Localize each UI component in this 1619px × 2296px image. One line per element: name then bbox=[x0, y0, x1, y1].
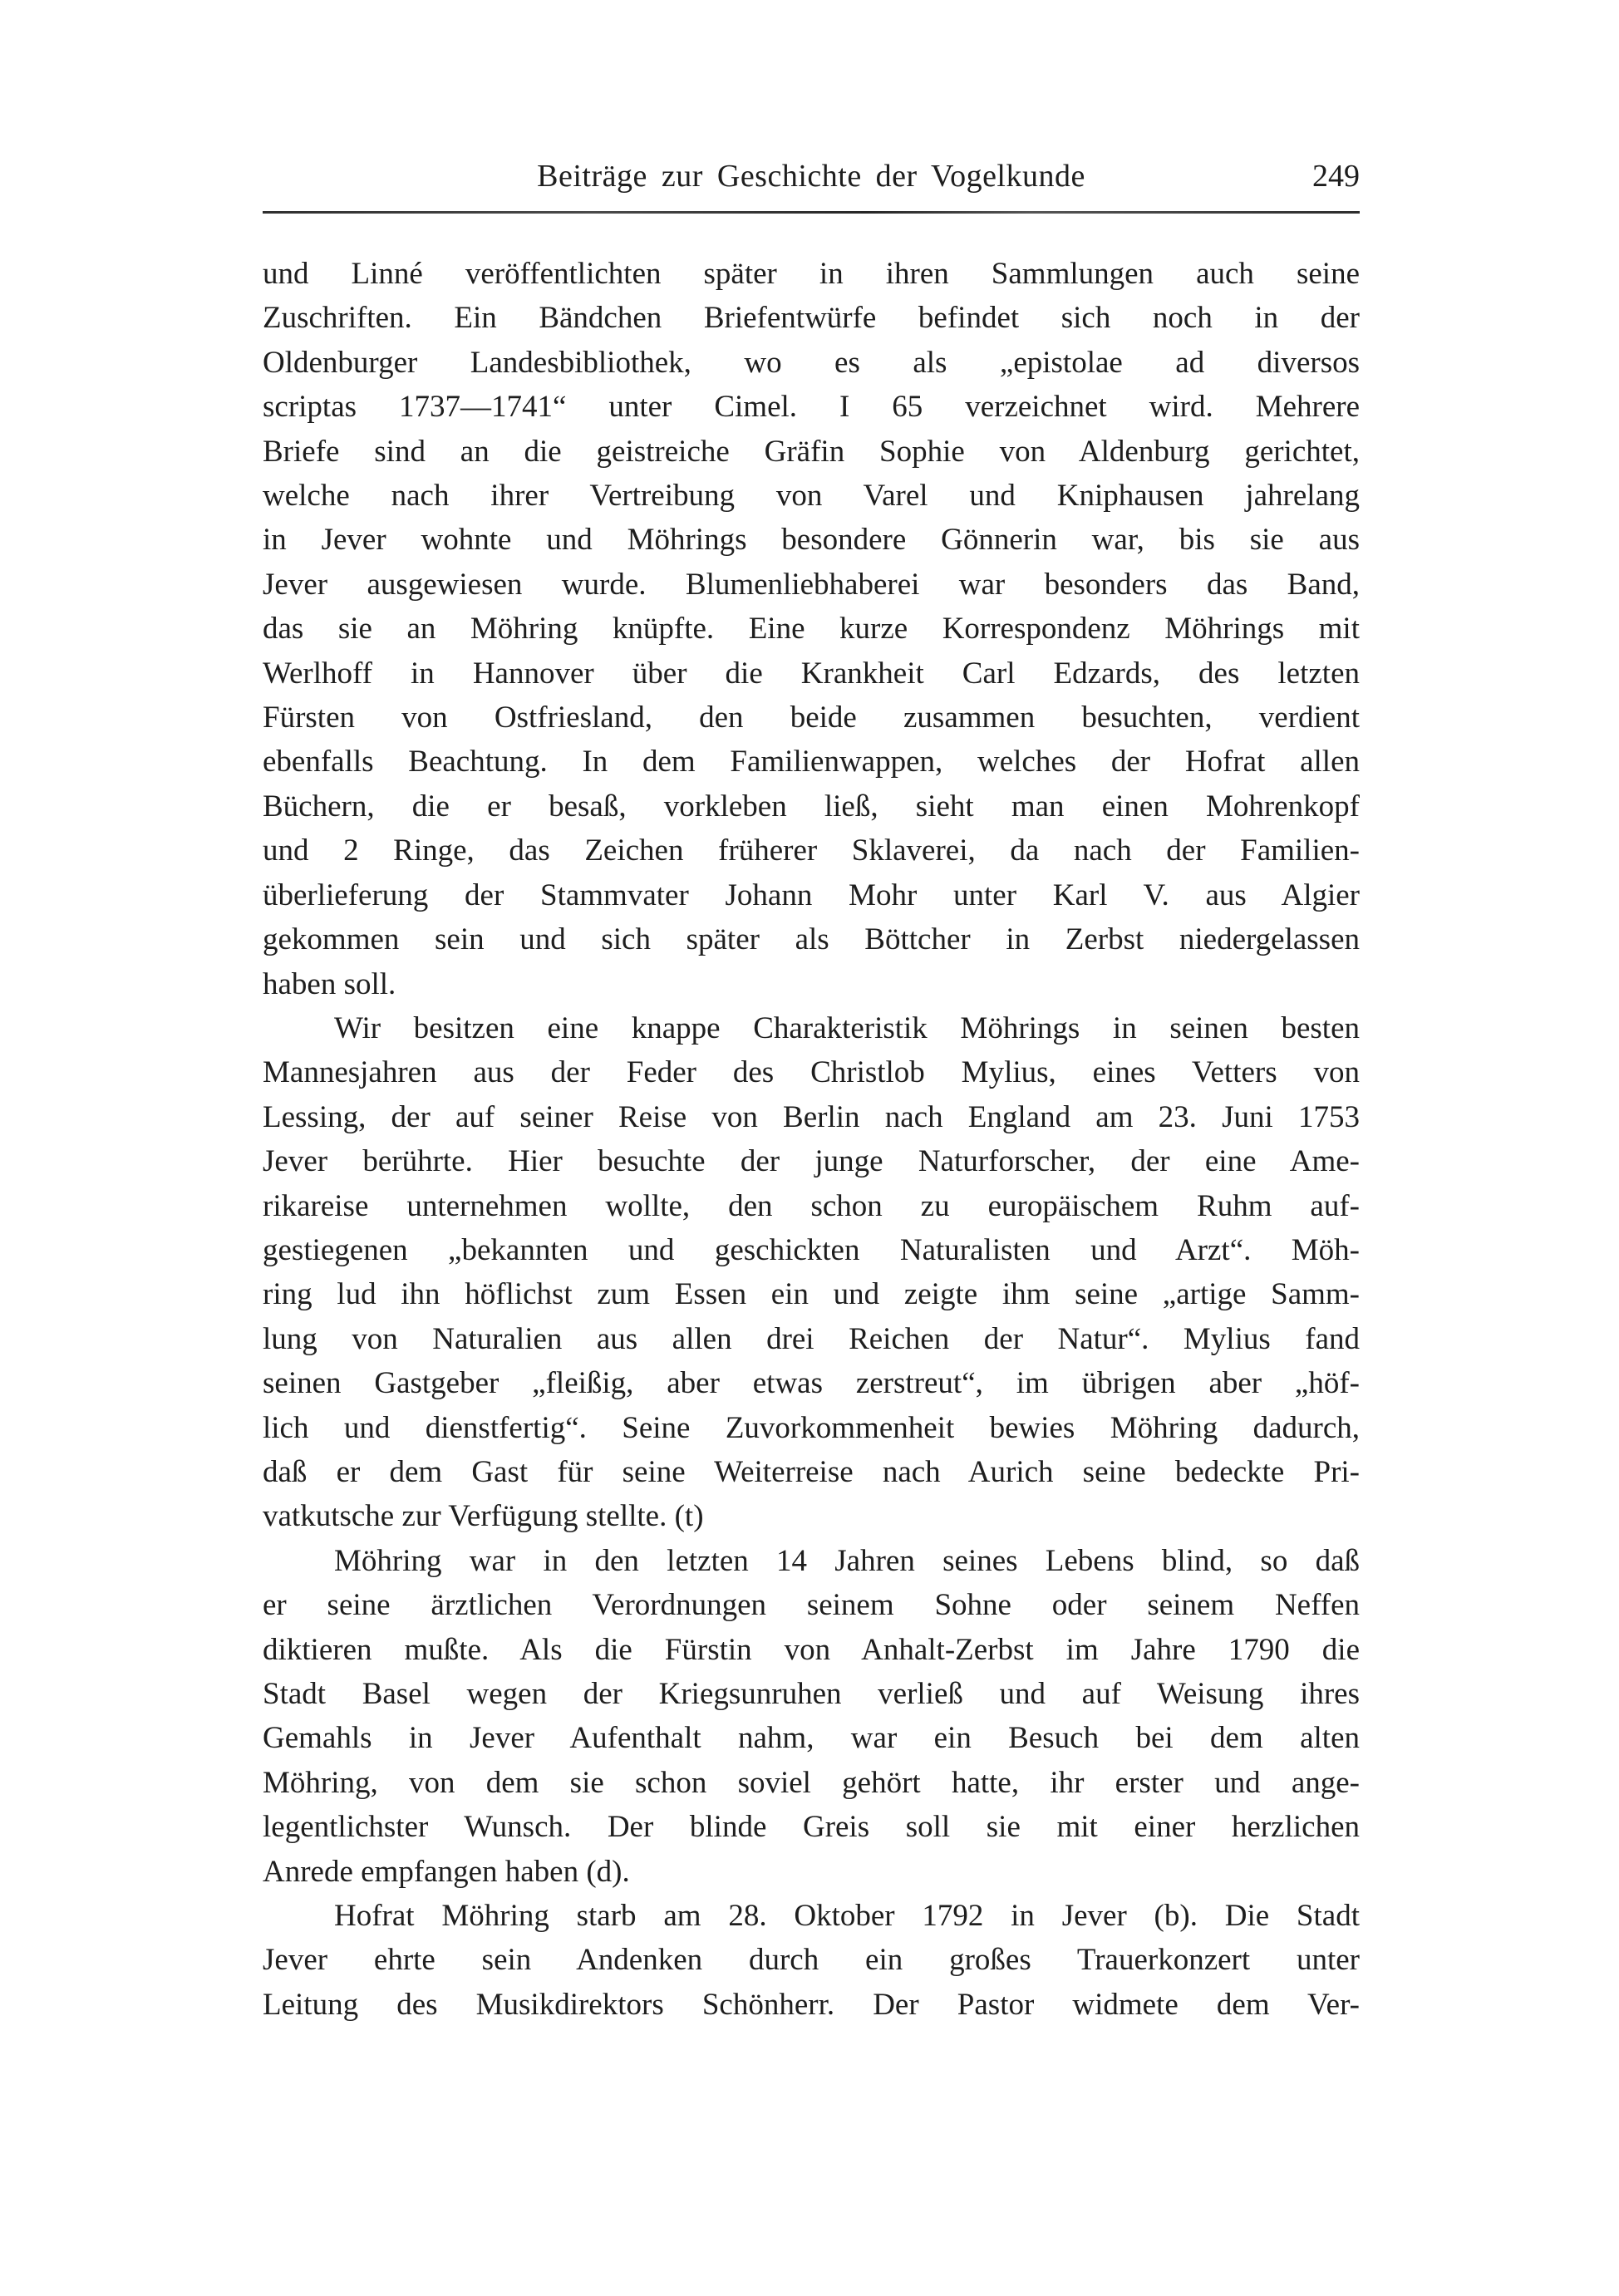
text-line: Werlhoff in Hannover über die Krankheit Carl Edzards, des letzten bbox=[263, 656, 1360, 691]
text-line: Wir besitzen eine knappe Charakteristik Möhrings in seinen besten bbox=[334, 1010, 1360, 1045]
text-line: Zuschriften. Ein Bändchen Briefentwürfe befindet sich noch in der bbox=[263, 301, 1360, 336]
page-header bbox=[263, 158, 1360, 199]
text-line: vatkutsche zur Verfügung stellte. (t) bbox=[263, 1499, 704, 1534]
text-line: in Jever wohnte und Möhrings besondere Gönnerin war, bis sie aus bbox=[263, 523, 1360, 558]
text-line: Briefe sind an die geistreiche Gräfin Sophie von Aldenburg gerichtet, bbox=[263, 434, 1360, 469]
text-line: lich und dienstfertig“. Seine Zuvorkommenheit bewies Möhring dadurch, bbox=[263, 1410, 1360, 1445]
text-line: legentlichster Wunsch. Der blinde Greis soll sie mit einer herzlichen bbox=[263, 1810, 1360, 1845]
text-line: Lessing, der auf seiner Reise von Berlin nach England am 23. Juni 1753 bbox=[263, 1099, 1360, 1134]
text-line: Stadt Basel wegen der Kriegsunruhen verließ und auf Weisung ihres bbox=[263, 1677, 1360, 1711]
text-line: Jever berührte. Hier besuchte der junge Naturforscher, der eine Ame- bbox=[263, 1144, 1360, 1179]
text-line: Jever ausgewiesen wurde. Blumenliebhaberei war besonders das Band, bbox=[263, 567, 1360, 602]
text-line: gekommen sein und sich später als Böttcher in Zerbst niedergelassen bbox=[263, 922, 1360, 957]
text-line: Gemahls in Jever Aufenthalt nahm, war ein Besuch bei dem alten bbox=[263, 1721, 1360, 1756]
text-line: überlieferung der Stammvater Johann Mohr unter Karl V. aus Algier bbox=[263, 878, 1360, 912]
text-line: ring lud ihn höflichst zum Essen ein und zeigte ihm seine „artige Samm- bbox=[263, 1277, 1360, 1312]
text-line: Oldenburger Landesbibliothek, wo es als „epistolae ad diversos bbox=[263, 345, 1360, 380]
text-line: lung von Naturalien aus allen drei Reichen der Natur“. Mylius fand bbox=[263, 1321, 1360, 1356]
text-line: rikareise unternehmen wollte, den schon zu europäischem Ruhm auf- bbox=[263, 1188, 1360, 1223]
text-line: Möhring war in den letzten 14 Jahren seines Lebens blind, so daß bbox=[334, 1543, 1360, 1578]
header-rule bbox=[263, 211, 1360, 214]
text-line: Möhring, von dem sie schon soviel gehört hatte, ihr erster und ange- bbox=[263, 1765, 1360, 1800]
text-line: und Linné veröffentlichten später in ihren Sammlungen auch seine bbox=[263, 257, 1360, 291]
text-line: und 2 Ringe, das Zeichen früherer Sklaverei, da nach der Familien- bbox=[263, 833, 1360, 868]
page-body bbox=[263, 252, 1360, 2027]
text-block bbox=[263, 158, 1360, 2027]
text-line: gestiegenen „bekannten und geschickten Naturalisten und Arzt“. Möh- bbox=[263, 1232, 1360, 1267]
text-line: ebenfalls Beachtung. In dem Familienwappen, welches der Hofrat allen bbox=[263, 745, 1360, 779]
text-line: haben soll. bbox=[263, 966, 396, 1001]
text-line: welche nach ihrer Vertreibung von Varel und Kniphausen jahrelang bbox=[263, 479, 1360, 514]
text-line: Leitung des Musikdirektors Schönherr. Der Pastor widmete dem Ver- bbox=[263, 1987, 1360, 2022]
text-line: Fürsten von Ostfriesland, den beide zusammen besuchten, verdient bbox=[263, 701, 1360, 735]
text-line: seinen Gastgeber „fleißig, aber etwas zerstreut“, im übrigen aber „höf- bbox=[263, 1366, 1360, 1401]
text-line: das sie an Möhring knüpfte. Eine kurze Korrespondenz Möhrings mit bbox=[263, 612, 1360, 647]
text-line: er seine ärztlichen Verordnungen seinem Sohne oder seinem Neffen bbox=[263, 1588, 1360, 1623]
page-number: 249 bbox=[1312, 159, 1360, 194]
text-line: Büchern, die er besaß, vorkleben ließ, sieht man einen Mohrenkopf bbox=[263, 789, 1360, 824]
running-title: Beiträge zur Geschichte der Vogelkunde bbox=[537, 159, 1085, 194]
text-line: daß er dem Gast für seine Weiterreise nach Aurich seine bedeckte Pri- bbox=[263, 1454, 1360, 1489]
text-line: scriptas 1737—1741“ unter Cimel. I 65 verzeichnet wird. Mehrere bbox=[263, 390, 1360, 425]
text-line: Hofrat Möhring starb am 28. Oktober 1792 in Jever (b). Die Stadt bbox=[334, 1899, 1360, 1934]
text-line: diktieren mußte. Als die Fürstin von Anhalt-Zerbst im Jahre 1790 die bbox=[263, 1632, 1360, 1667]
text-line: Jever ehrte sein Andenken durch ein großes Trauerkonzert unter bbox=[263, 1943, 1360, 1978]
text-line: Anrede empfangen haben (d). bbox=[263, 1854, 630, 1889]
text-line: Mannesjahren aus der Feder des Christlob Mylius, eines Vetters von bbox=[263, 1055, 1360, 1090]
